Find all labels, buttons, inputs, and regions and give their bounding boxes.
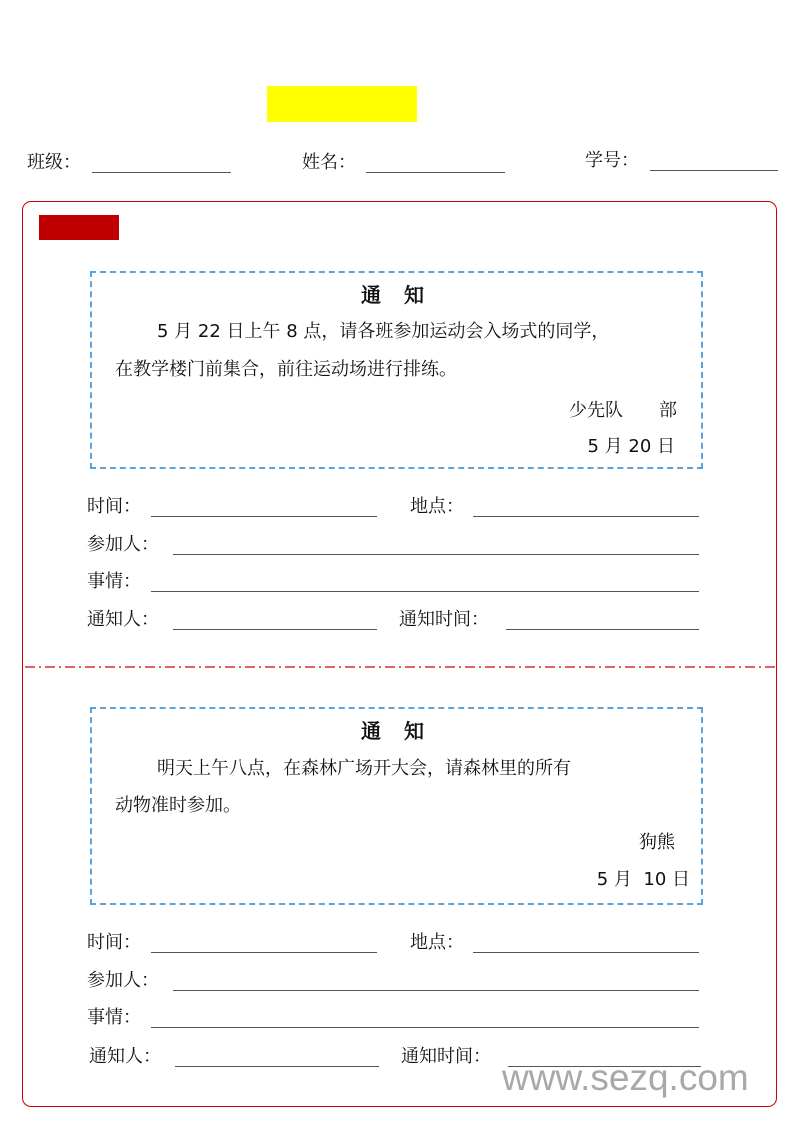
matter-label: 事情：: [87, 1007, 141, 1028]
notice-title: 通 知: [361, 283, 432, 307]
notice-date: 5 月 10 日: [596, 869, 690, 890]
notice-body-line: 动物准时参加。: [115, 795, 241, 816]
place-label: 地点：: [410, 496, 464, 517]
time-label: 时间：: [87, 932, 141, 953]
notice-signer: 狗熊: [639, 832, 675, 853]
section-tag: [39, 215, 119, 240]
notice-body-line: 在教学楼门前集合，前往运动场进行排练。: [115, 359, 457, 380]
notifier-label: 通知人：: [87, 609, 159, 630]
matter-input-line[interactable]: [151, 591, 699, 592]
notify-time-label: 通知时间：: [401, 1046, 491, 1067]
notice-signer: 少先队 部: [569, 400, 677, 421]
time-input-line[interactable]: [151, 952, 377, 953]
watermark: www.sezq.com: [502, 1057, 749, 1098]
notify-time-input-line[interactable]: [506, 629, 699, 630]
place-label: 地点：: [410, 932, 464, 953]
participants-label: 参加人：: [87, 534, 159, 555]
notifier-label: 通知人：: [89, 1046, 161, 1067]
class-label: 班级：: [27, 152, 81, 173]
notify-time-label: 通知时间：: [399, 609, 489, 630]
notice-title: 通 知: [361, 719, 432, 743]
participants-input-line[interactable]: [173, 554, 699, 555]
class-input-line[interactable]: [92, 172, 231, 173]
notifier-input-line[interactable]: [173, 629, 377, 630]
participants-label: 参加人：: [87, 970, 159, 991]
notice-body-line: 明天上午八点，在森林广场开大会，请森林里的所有: [157, 758, 571, 779]
student-no-label: 学号：: [585, 150, 639, 171]
notice-date: 5 月 20 日: [587, 436, 675, 457]
title-highlight: [267, 86, 417, 122]
name-input-line[interactable]: [366, 172, 505, 173]
place-input-line[interactable]: [473, 952, 699, 953]
matter-input-line[interactable]: [151, 1027, 699, 1028]
notifier-input-line[interactable]: [175, 1066, 379, 1067]
time-label: 时间：: [87, 496, 141, 517]
name-label: 姓名：: [302, 152, 356, 173]
place-input-line[interactable]: [473, 516, 699, 517]
matter-label: 事情：: [87, 571, 141, 592]
notice-body-line: 5 月 22 日上午 8 点，请各班参加运动会入场式的同学，: [157, 321, 610, 342]
student-no-input-line[interactable]: [650, 170, 778, 171]
participants-input-line[interactable]: [173, 990, 699, 991]
time-input-line[interactable]: [151, 516, 377, 517]
cut-line: [25, 662, 775, 672]
